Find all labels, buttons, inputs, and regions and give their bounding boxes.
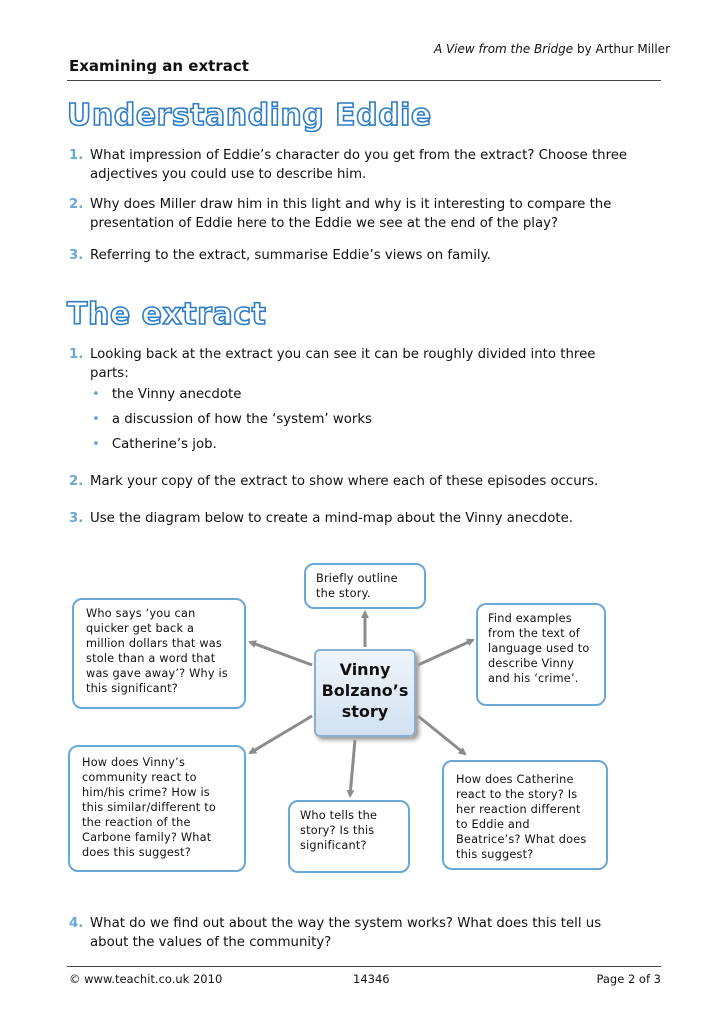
- heading-understanding-eddie: Understanding Eddie: [67, 98, 432, 133]
- mindmap-box-bottom: Who tells the story? Is this significant?: [288, 800, 410, 873]
- question-number: 1.: [69, 148, 84, 163]
- question: [69, 914, 649, 952]
- question-number: 3.: [69, 511, 84, 526]
- footer-copyright: © www.teachit.co.uk 2010: [69, 972, 223, 986]
- list-item-text: a discussion of how the ‘system’ works: [111, 412, 372, 427]
- question-text: What impression of Eddie’s character do you get from the extract? Choose three adjectives you could use to describe him.: [90, 148, 628, 182]
- list-item-text: the Vinny anecdote: [111, 387, 242, 402]
- arrow-to-bottom: [350, 740, 355, 796]
- bullet-icon: •: [92, 412, 100, 427]
- footer-rule: [67, 966, 661, 967]
- question-text: Looking back at the extract you can see it can be roughly divided into three parts:: [90, 347, 596, 381]
- arrow-to-left-lower: [250, 716, 312, 753]
- heading-the-extract: The extract: [67, 297, 267, 332]
- book-title: A View from the Bridge: [433, 42, 574, 56]
- question-text: Why does Miller draw him in this light and why is it interesting to compare the presentation of Eddie here to the Eddie we see at the end of the play?: [90, 197, 612, 231]
- list-item-text: Catherine’s job.: [111, 437, 217, 452]
- question-number: 4.: [69, 916, 84, 931]
- mindmap-box-left-upper: Who says ‘you can quicker get back a million dollars that was stole than a word that was gave away’? Why is this significant?: [72, 598, 246, 709]
- question-text: Use the diagram below to create a mind-map about the Vinny anecdote.: [90, 511, 574, 526]
- mindmap-center: Vinny Bolzano’s story: [314, 649, 416, 737]
- mindmap-box-left-lower: How does Vinny’s community react to him/his crime? How is this similar/different to the reaction of the Carbone family? What does this suggest?: [68, 745, 246, 872]
- question-text: What do we find out about the way the system works? What does this tell us about the values of the community?: [90, 916, 602, 950]
- question-number: 1.: [69, 347, 84, 362]
- page-title: Examining an extract: [69, 57, 249, 75]
- question-number: 2.: [69, 197, 84, 212]
- author: by Arthur Miller: [573, 42, 670, 56]
- bullet-icon: •: [92, 387, 100, 402]
- footer-code: 14346: [353, 972, 390, 986]
- bullet-icon: •: [92, 437, 100, 452]
- arrow-to-right-upper: [418, 640, 473, 665]
- mindmap-box-top: Briefly outline the story.: [304, 563, 426, 609]
- mindmap-box-right-lower: How does Catherine react to the story? Is her reaction different to Eddie and Beatrice’s? What does this suggest?: [442, 760, 608, 870]
- mindmap-box-right-upper: Find examples from the text of language used to describe Vinny and his ‘crime’.: [476, 603, 606, 706]
- arrow-to-right-lower: [418, 716, 465, 754]
- question-number: 3.: [69, 248, 84, 263]
- question-number: 2.: [69, 474, 84, 489]
- arrow-to-left-upper: [250, 642, 312, 665]
- question-text: Referring to the extract, summarise Eddie’s views on family.: [90, 248, 491, 263]
- question-text: Mark your copy of the extract to show where each of these episodes occurs.: [90, 474, 599, 489]
- footer-page-number: Page 2 of 3: [596, 972, 661, 986]
